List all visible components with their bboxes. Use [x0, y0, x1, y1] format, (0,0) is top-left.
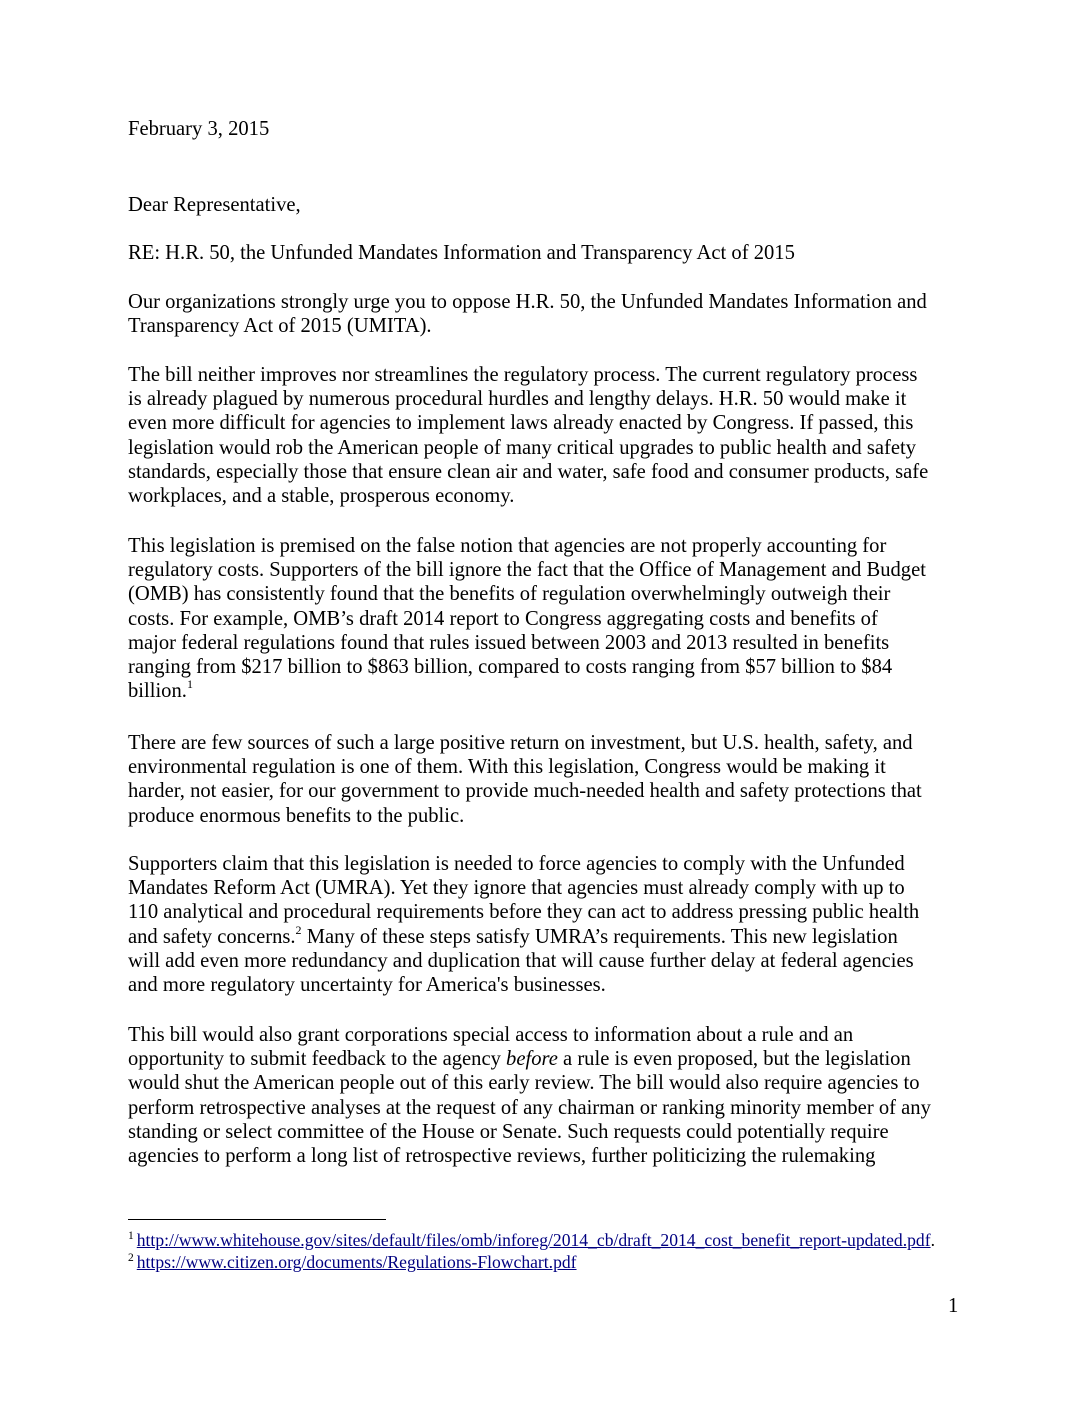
- footnote-1: [128, 1230, 935, 1250]
- paragraph-line: will add even more redundancy and duplication that will cause further delay at federal agencies: [128, 949, 914, 972]
- page-number: 1: [948, 1295, 959, 1317]
- footnote-trailing: .: [930, 1230, 935, 1250]
- paragraph-4: [128, 731, 968, 828]
- paragraph-line-text: a rule is even proposed, but the legislation: [557, 1048, 911, 1071]
- footnote-mark: 1: [128, 1230, 134, 1242]
- salutation-text: Dear Representative,: [128, 194, 301, 216]
- footnote-divider: [128, 1219, 386, 1220]
- paragraph-line: and more regulatory uncertainty for America's businesses.: [128, 974, 606, 997]
- footnote-2: [128, 1252, 577, 1272]
- subject-line: [128, 241, 968, 265]
- paragraph-line: legislation would rob the American people of many critical upgrades to public health and safety: [128, 436, 917, 459]
- paragraph-line: agencies to perform a long list of retrospective reviews, further politicizing the rulemaking: [128, 1145, 876, 1168]
- paragraph-line: This legislation is premised on the false notion that agencies are not properly accounting for: [128, 535, 887, 557]
- paragraph-line: ranging from $217 billion to $863 billion, compared to costs ranging from $57 billion to $84: [128, 656, 893, 679]
- paragraph-line: major federal regulations found that rules issued between 2003 and 2013 resulted in benefits: [128, 631, 890, 654]
- paragraph-line: produce enormous benefits to the public.: [128, 804, 465, 827]
- paragraph-1: [128, 290, 968, 338]
- paragraph-line: 110 analytical and procedural requirements before they can act to address pressing public health: [128, 901, 920, 924]
- paragraph-line: costs. For example, OMB’s draft 2014 report to Congress aggregating costs and benefits of: [128, 607, 878, 630]
- paragraph-line: is already plagued by numerous procedural hurdles and lengthy delays. H.R. 50 would make it: [128, 388, 907, 411]
- paragraph-line: [128, 1047, 968, 1071]
- salutation: [128, 193, 968, 217]
- paragraph-line: Mandates Reform Act (UMRA). Yet they ignore that agencies must already comply with up to: [128, 877, 905, 900]
- paragraph-line: would shut the American people out of this early review. The bill would also require agencies to: [128, 1072, 920, 1095]
- paragraph-line: Transparency Act of 2015 (UMITA).: [128, 315, 432, 338]
- footnote-mark: 2: [128, 1252, 134, 1264]
- date-text: February 3, 2015: [128, 118, 270, 140]
- paragraph-line: perform retrospective analyses at the request of any chairman or ranking minority member of any: [128, 1096, 931, 1119]
- paragraph-line: The bill neither improves nor streamlines the regulatory process. The current regulatory process: [128, 364, 918, 386]
- paragraph-line-text: and safety concerns.: [128, 925, 296, 948]
- subject-text: RE: H.R. 50, the Unfunded Mandates Information and Transparency Act of 2015: [128, 242, 795, 264]
- paragraph-line: Our organizations strongly urge you to oppose H.R. 50, the Unfunded Mandates Information and: [128, 291, 927, 313]
- paragraph-line-text: Many of these steps satisfy UMRA’s requirements. This new legislation: [301, 925, 898, 948]
- paragraph-5: [128, 852, 968, 997]
- paragraph-line: [128, 922, 968, 949]
- footnote-link[interactable]: http://www.whitehouse.gov/sites/default/files/omb/inforeg/2014_cb/draft_2014_cost_benefit_report-updated.pdf: [136, 1230, 931, 1250]
- paragraph-3: [128, 534, 968, 703]
- paragraph-line: Supporters claim that this legislation is needed to force agencies to comply with the Unfunded: [128, 853, 905, 875]
- paragraph-line-text: billion.: [128, 680, 187, 703]
- paragraph-line: [128, 679, 968, 703]
- paragraph-2: [128, 363, 968, 508]
- paragraph-6: [128, 1023, 968, 1168]
- paragraph-line: environmental regulation is one of them. With this legislation, Congress would be making it: [128, 756, 886, 779]
- paragraph-line: (OMB) has consistently found that the benefits of regulation overwhelmingly outweigh their: [128, 583, 891, 606]
- emphasis-text: before: [506, 1048, 558, 1071]
- footnote-link[interactable]: https://www.citizen.org/documents/Regulations-Flowchart.pdf: [136, 1252, 577, 1272]
- footnote-ref-1[interactable]: 1: [186, 677, 193, 692]
- paragraph-line: standing or select committee of the House or Senate. Such requests could potentially require: [128, 1120, 889, 1143]
- paragraph-line: workplaces, and a stable, prosperous economy.: [128, 485, 515, 508]
- footnote-ref-2[interactable]: 2: [295, 922, 302, 937]
- paragraph-line-text: opportunity to submit feedback to the agency: [128, 1048, 507, 1071]
- letter-date: [128, 117, 968, 141]
- paragraph-line: standards, especially those that ensure clean air and water, safe food and consumer products, safe: [128, 460, 929, 483]
- paragraph-line: even more difficult for agencies to implement laws already enacted by Congress. If passed, this: [128, 412, 914, 435]
- paragraph-line: harder, not easier, for our government to provide much-needed health and safety protections that: [128, 780, 922, 803]
- paragraph-line: There are few sources of such a large positive return on investment, but U.S. health, safety, and: [128, 732, 913, 754]
- paragraph-line: regulatory costs. Supporters of the bill ignore the fact that the Office of Management and Budget: [128, 559, 926, 582]
- paragraph-line: This bill would also grant corporations special access to information about a rule and an: [128, 1024, 854, 1046]
